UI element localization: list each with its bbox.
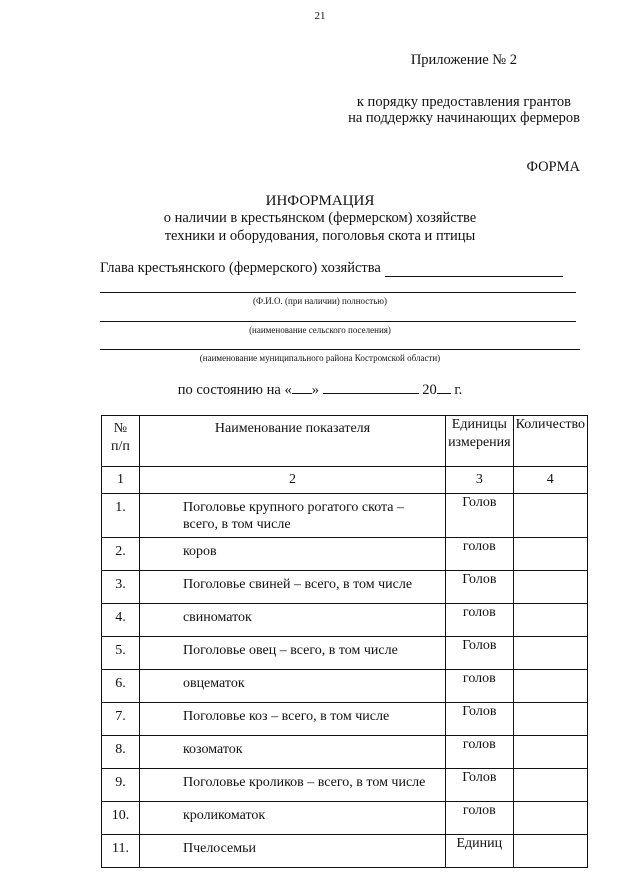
row-name: Поголовье свиней – всего, в том числе	[139, 571, 445, 604]
date-mid: »	[311, 382, 319, 398]
row-quantity-cell[interactable]	[513, 736, 587, 769]
row-name: Поголовье крупного рогатого скота – всего, в том числе	[139, 494, 445, 538]
row-quantity-cell[interactable]	[513, 670, 587, 703]
row-quantity-cell[interactable]	[513, 571, 587, 604]
farm-head-label: Глава крестьянского (фермерского) хозяйства	[100, 260, 381, 276]
page-number: 21	[314, 10, 326, 22]
row-name: коров	[139, 538, 445, 571]
row-number: 5.	[102, 637, 140, 670]
row-number: 4.	[102, 604, 140, 637]
row-unit: Голов	[446, 637, 514, 670]
table-row	[102, 571, 588, 604]
row-number: 9.	[102, 769, 140, 802]
row-number: 11.	[102, 835, 140, 868]
row-quantity-cell[interactable]	[513, 538, 587, 571]
document-subtitle-line-2: техники и оборудования, поголовья скота и птицы	[164, 228, 476, 244]
form-label: ФОРМА	[526, 159, 580, 175]
table-row	[102, 802, 588, 835]
row-unit: голов	[446, 538, 514, 571]
row-number: 6.	[102, 670, 140, 703]
date-month-input[interactable]	[323, 381, 419, 394]
table-row	[102, 538, 588, 571]
order-reference-line-1: к порядку предоставления грантов	[356, 94, 571, 110]
farm-head-field	[100, 260, 563, 277]
as-of-date-field	[0, 381, 640, 399]
table-row	[102, 703, 588, 736]
table-row	[102, 604, 588, 637]
settlement-input-line[interactable]	[100, 321, 576, 322]
row-unit: Голов	[446, 769, 514, 802]
row-unit: Голов	[446, 703, 514, 736]
row-name: Поголовье коз – всего, в том числе	[139, 703, 445, 736]
annex-label: Приложение № 2	[410, 52, 517, 68]
date-year-prefix: 20	[422, 382, 437, 398]
district-input-line[interactable]	[100, 349, 580, 350]
row-number: 3.	[102, 571, 140, 604]
column-number: 1	[102, 467, 140, 494]
row-quantity-cell[interactable]	[513, 835, 587, 868]
fio-input-line[interactable]	[100, 292, 576, 293]
column-number-row	[102, 467, 588, 494]
header-unit: Единицы измерения	[446, 416, 514, 467]
row-number: 10.	[102, 802, 140, 835]
district-caption: (наименование муниципального района Костромской области)	[199, 353, 441, 363]
document-subtitle-line-1: о наличии в крестьянском (фермерском) хозяйстве	[163, 210, 477, 226]
table-header-row	[102, 416, 588, 467]
date-day-input[interactable]	[292, 381, 312, 394]
row-name: Поголовье кроликов – всего, в том числе	[139, 769, 445, 802]
table-row	[102, 494, 588, 538]
row-number: 7.	[102, 703, 140, 736]
table-row	[102, 736, 588, 769]
header-name: Наименование показателя	[139, 416, 445, 467]
row-name: козоматок	[139, 736, 445, 769]
row-number: 1.	[102, 494, 140, 538]
row-unit: Голов	[446, 571, 514, 604]
header-quantity: Количество	[513, 416, 587, 467]
date-prefix: по состоянию на «	[177, 382, 292, 398]
row-unit: голов	[446, 670, 514, 703]
row-unit: голов	[446, 736, 514, 769]
row-quantity-cell[interactable]	[513, 769, 587, 802]
table-row	[102, 637, 588, 670]
date-year-input[interactable]	[437, 381, 451, 394]
row-quantity-cell[interactable]	[513, 703, 587, 736]
row-name: Поголовье овец – всего, в том числе	[139, 637, 445, 670]
table-row	[102, 670, 588, 703]
document-title: ИНФОРМАЦИЯ	[265, 193, 375, 209]
row-quantity-cell[interactable]	[513, 637, 587, 670]
row-number: 2.	[102, 538, 140, 571]
row-unit: голов	[446, 802, 514, 835]
order-reference-line-2: на поддержку начинающих фермеров	[348, 110, 580, 126]
column-number: 4	[513, 467, 587, 494]
row-unit: голов	[446, 604, 514, 637]
row-name: овцематок	[139, 670, 445, 703]
row-unit: Единиц	[446, 835, 514, 868]
row-quantity-cell[interactable]	[513, 604, 587, 637]
row-name: кроликоматок	[139, 802, 445, 835]
row-name: свиноматок	[139, 604, 445, 637]
column-number: 3	[446, 467, 514, 494]
row-number: 8.	[102, 736, 140, 769]
row-quantity-cell[interactable]	[513, 494, 587, 538]
fio-caption: (Ф.И.О. (при наличии) полностью)	[252, 296, 388, 306]
livestock-table	[101, 415, 588, 868]
row-quantity-cell[interactable]	[513, 802, 587, 835]
header-number: № п/п	[102, 416, 140, 467]
column-number: 2	[139, 467, 445, 494]
table-row	[102, 769, 588, 802]
date-suffix: г.	[454, 382, 463, 398]
table-row	[102, 835, 588, 868]
settlement-caption: (наименование сельского поселения)	[249, 325, 391, 335]
farm-head-input-line[interactable]	[385, 262, 563, 277]
row-name: Пчелосемьи	[139, 835, 445, 868]
row-unit: Голов	[446, 494, 514, 538]
